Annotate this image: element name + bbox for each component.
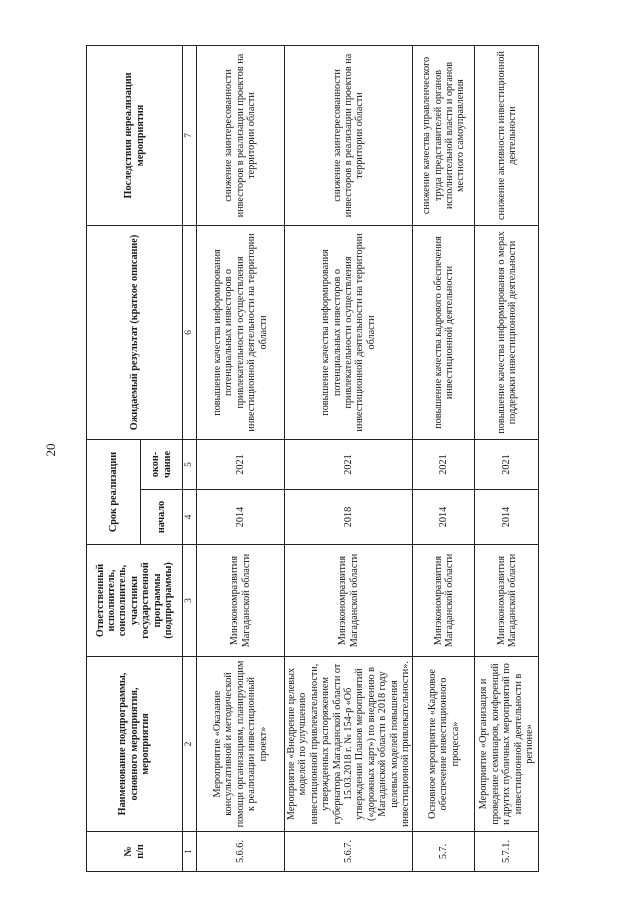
table-row [285, 45, 413, 871]
header-executor: Ответственный исполнитель, соисполнитель, участники государственной программы (подпрограммы) [87, 545, 183, 657]
row-result: повышение качества информирования потенциальных инвесторов о привлекательности осуществления инвестиционной деятельности на территории области [197, 225, 285, 439]
row-start: 2014 [475, 490, 539, 545]
row-consequence: снижение заинтересованности инвесторов в реализации проектов на территории области [285, 45, 413, 225]
header-name: Наименование подпрограммы, основного мероприятия, мероприятия [87, 657, 183, 832]
column-number: 4 [183, 490, 197, 545]
header-num: № п/п [87, 832, 183, 872]
table-row [197, 45, 285, 871]
header-result: Ожидаемый результат (краткое описание) [87, 225, 183, 439]
row-name: Мероприятие «Внедрение целевых моделей по улучшению инвестиционной привлекательности, утвержденных распоряжением губернатора Магаданской области от 15.03.2018 г. № 154-р «Об утверждении Планов мероприятий («дорожных карт») по внедрению в Магаданской области в 2018 году целевых моделей повышения инвестиционной привлекательности». [285, 657, 413, 832]
row-num: 5.6.7. [285, 832, 413, 872]
row-start: 2014 [413, 490, 475, 545]
row-num: 5.6.6. [197, 832, 285, 872]
column-number: 2 [183, 657, 197, 832]
row-consequence: снижение качества управленческого труда представителей органов исполнительной власти и органов местного самоуправления [413, 45, 475, 225]
rotated-table-container [86, 46, 536, 872]
row-end: 2021 [285, 439, 413, 489]
row-executor: Минэкономразвития Магаданской области [197, 545, 285, 657]
column-number: 1 [183, 832, 197, 872]
header-period: Срок реализации [87, 439, 141, 544]
row-result: повышение качества информирования о мерах поддержки инвестиционной деятельности [475, 225, 539, 439]
row-result: повышение качества кадрового обеспечения инвестиционной деятельности [413, 225, 475, 439]
row-name: Мероприятие «Организация и проведение семинаров, конференций и других публичных мероприятий по инвестиционной деятельности в регионе» [475, 657, 539, 832]
header-end: окон-чание [141, 439, 183, 489]
row-end: 2021 [475, 439, 539, 489]
header-consequence: Последствия нереализации мероприятия [87, 45, 183, 225]
row-start: 2014 [197, 490, 285, 545]
row-name: Основное мероприятие «Кадровое обеспечение инвестиционного процесса» [413, 657, 475, 832]
column-number: 5 [183, 439, 197, 489]
page-number: 20 [43, 443, 58, 457]
header-row [87, 45, 141, 871]
row-name: Мероприятие «Оказание консультативной и методической помощи организациям, планирующим к реализации инвестиционный проект» [197, 657, 285, 832]
column-number: 3 [183, 545, 197, 657]
row-executor: Минэкономразвития Магаданской области [475, 545, 539, 657]
column-numbers-row [183, 45, 197, 871]
row-start: 2018 [285, 490, 413, 545]
row-num: 5.7. [413, 832, 475, 872]
row-result: повышение качества информирования потенциальных инвесторов о привлекательности осуществления инвестиционной деятельности на территории области [285, 225, 413, 439]
row-executor: Минэкономразвития Магаданской области [285, 545, 413, 657]
row-consequence: снижение заинтересованности инвесторов в реализации проектов на территории области [197, 45, 285, 225]
row-end: 2021 [413, 439, 475, 489]
table-row [413, 45, 475, 871]
header-start: начало [141, 490, 183, 545]
table-row [475, 45, 539, 871]
column-number: 6 [183, 225, 197, 439]
column-number: 7 [183, 45, 197, 225]
row-consequence: снижение активности инвестиционной деятельности [475, 45, 539, 225]
activities-table [86, 45, 539, 872]
row-num: 5.7.1. [475, 832, 539, 872]
row-end: 2021 [197, 439, 285, 489]
row-executor: Минэкономразвития Магаданской области [413, 545, 475, 657]
